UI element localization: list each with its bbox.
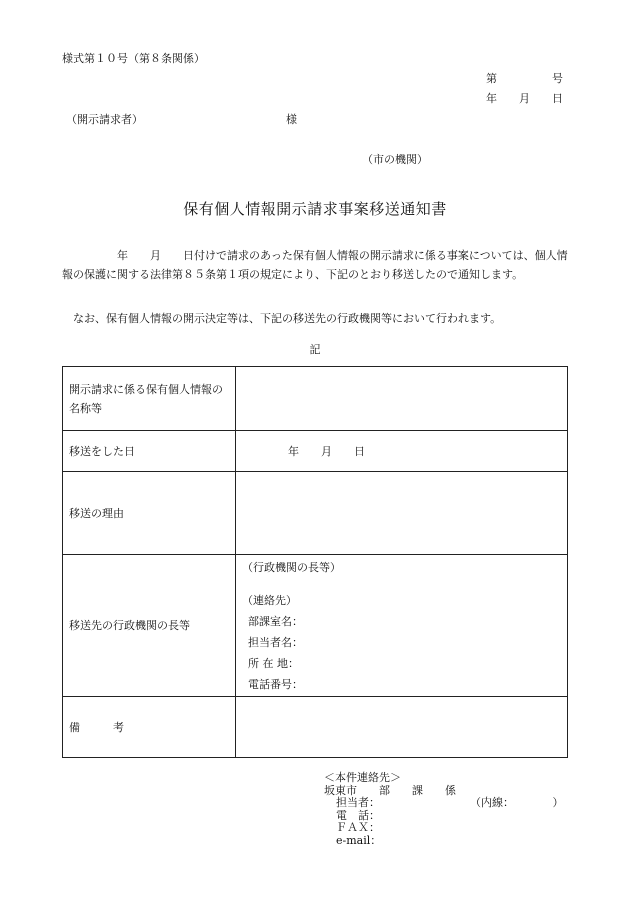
contact-dept-line: 坂東市 部 課 係 xyxy=(324,783,456,797)
row-label-destination: 移送先の行政機関の長等 xyxy=(63,555,236,697)
field-phone: 電話番号： xyxy=(248,678,303,691)
body-paragraph-2: なお、保有個人情報の開示決定等は、下記の移送先の行政機関等において行われます。 xyxy=(62,312,502,325)
table-row xyxy=(63,472,568,555)
contact-email-line: e-mail： xyxy=(336,833,382,847)
requester-label: （開示請求者） xyxy=(66,113,143,126)
table-row xyxy=(63,367,568,431)
row-value-destination[interactable] xyxy=(236,555,568,697)
contact-title-line: ＜本件連絡先＞ xyxy=(324,771,401,784)
body-paragraph-1: 年 月 日付けで請求のあった保有個人情報の開示請求に係る事案については、個人情報の保護に関する法律第８５条第１項の規定により、下記のとおり移送したので通知します。 xyxy=(62,249,568,281)
row-value-remarks[interactable] xyxy=(236,697,568,758)
contact-fax-line: ＦＡＸ： xyxy=(336,821,380,834)
field-person: 担当者名： xyxy=(248,636,303,649)
table-row xyxy=(63,431,568,472)
contact-phone-line: 電 話： xyxy=(336,808,380,822)
field-address: 所 在 地： xyxy=(248,657,299,670)
row-value-transfer-date[interactable]: 年 月 日 xyxy=(236,431,568,472)
row-value-transfer-reason[interactable] xyxy=(236,472,568,555)
contact-title: （連絡先） xyxy=(242,594,297,607)
row-label-remarks: 備 考 xyxy=(63,697,236,758)
row-label-transfer-reason: 移送の理由 xyxy=(63,472,236,555)
contact-block xyxy=(324,772,564,847)
destination-head: （行政機関の長等） xyxy=(242,561,341,574)
honorific: 様 xyxy=(286,113,297,126)
form-number: 様式第１０号（第８条関係） xyxy=(62,52,205,65)
document-date-line: 年 月 日 xyxy=(486,92,563,105)
row-label-transfer-date: 移送をした日 xyxy=(63,431,236,472)
table-row xyxy=(63,697,568,758)
row-label-info-name: 開示請求に係る保有個人情報の名称等 xyxy=(63,367,236,431)
row-value-info-name[interactable] xyxy=(236,367,568,431)
document-number-line: 第 号 xyxy=(486,72,563,85)
ki-heading: 記 xyxy=(309,343,321,356)
field-dept: 部課室名： xyxy=(248,615,303,628)
transfer-table xyxy=(62,366,568,758)
city-agency-label: （市の機関） xyxy=(362,153,428,166)
document-title: 保有個人情報開示請求事案移送通知書 xyxy=(183,200,447,218)
contact-person-line: 担当者： （内線： ） xyxy=(336,796,564,809)
table-row xyxy=(63,555,568,697)
